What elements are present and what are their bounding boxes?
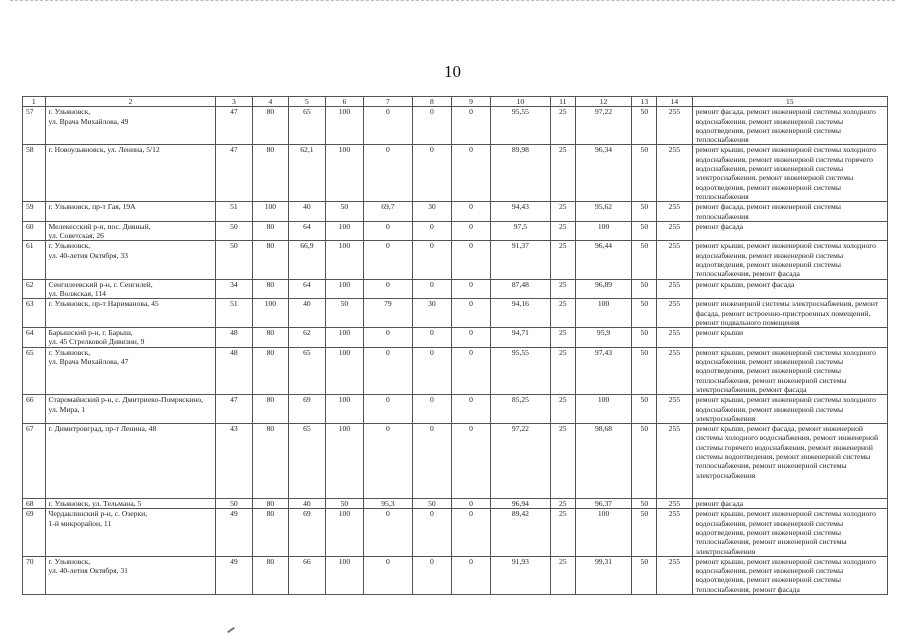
value-cell: 69 bbox=[289, 509, 325, 556]
value-cell: 40 bbox=[289, 299, 325, 328]
value-cell: 0 bbox=[452, 556, 491, 594]
value-cell: 34 bbox=[216, 279, 252, 299]
value-cell: 80 bbox=[252, 556, 288, 594]
value-cell: 50 bbox=[632, 556, 657, 594]
value-cell: 48 bbox=[216, 347, 252, 394]
table-row bbox=[23, 347, 888, 394]
value-cell: 50 bbox=[216, 241, 252, 279]
row-number-cell: 67 bbox=[23, 424, 46, 499]
value-cell: 49 bbox=[216, 509, 252, 556]
value-cell: 25 bbox=[550, 509, 575, 556]
value-cell: 255 bbox=[657, 202, 692, 222]
row-number-cell: 65 bbox=[23, 347, 46, 394]
value-cell: 0 bbox=[452, 328, 491, 348]
value-cell: 95,55 bbox=[490, 347, 550, 394]
value-cell: 50 bbox=[632, 241, 657, 279]
value-cell: 0 bbox=[412, 395, 452, 424]
column-header: 15 bbox=[692, 97, 887, 107]
address-cell: г. Новоульяновск, ул. Ленина, 5/12 bbox=[45, 145, 216, 202]
value-cell: 79 bbox=[364, 299, 412, 328]
value-cell: 50 bbox=[632, 509, 657, 556]
table-row bbox=[23, 509, 888, 556]
value-cell: 100 bbox=[325, 107, 364, 145]
value-cell: 0 bbox=[412, 556, 452, 594]
row-number-cell: 58 bbox=[23, 145, 46, 202]
value-cell: 97,22 bbox=[490, 424, 550, 499]
column-header: 3 bbox=[216, 97, 252, 107]
column-header: 5 bbox=[289, 97, 325, 107]
value-cell: 50 bbox=[632, 499, 657, 509]
value-cell: 255 bbox=[657, 221, 692, 241]
table-row bbox=[23, 241, 888, 279]
value-cell: 25 bbox=[550, 347, 575, 394]
value-cell: 255 bbox=[657, 328, 692, 348]
value-cell: 0 bbox=[412, 347, 452, 394]
value-cell: 100 bbox=[325, 328, 364, 348]
value-cell: 25 bbox=[550, 424, 575, 499]
value-cell: 48 bbox=[216, 328, 252, 348]
value-cell: 100 bbox=[325, 347, 364, 394]
column-header: 4 bbox=[252, 97, 288, 107]
works-list-cell: ремонт крыши, ремонт инженерной системы холодного водоснабжения, ремонт инженерной системы водоотведения, ремонт инженерной системы теплоснабжения, ремонт фасада bbox=[692, 556, 887, 594]
row-number-cell: 61 bbox=[23, 241, 46, 279]
value-cell: 25 bbox=[550, 328, 575, 348]
value-cell: 96,37 bbox=[575, 499, 632, 509]
value-cell: 80 bbox=[252, 328, 288, 348]
value-cell: 255 bbox=[657, 299, 692, 328]
column-header: 6 bbox=[325, 97, 364, 107]
address-cell: г. Ульяновск, ул. 40-летия Октября, 31 bbox=[45, 556, 216, 594]
value-cell: 0 bbox=[452, 145, 491, 202]
value-cell: 0 bbox=[452, 221, 491, 241]
value-cell: 80 bbox=[252, 145, 288, 202]
column-header: 8 bbox=[412, 97, 452, 107]
value-cell: 0 bbox=[412, 509, 452, 556]
table-row bbox=[23, 299, 888, 328]
column-header: 12 bbox=[575, 97, 632, 107]
works-list-cell: ремонт крыши, ремонт инженерной системы холодного водоснабжения, ремонт инженерной системы электроснабжения bbox=[692, 395, 887, 424]
value-cell: 50 bbox=[412, 499, 452, 509]
column-number-row bbox=[23, 97, 888, 107]
value-cell: 80 bbox=[252, 221, 288, 241]
value-cell: 64 bbox=[289, 221, 325, 241]
works-list-cell: ремонт фасада, ремонт инженерной системы теплоснабжения bbox=[692, 202, 887, 222]
value-cell: 25 bbox=[550, 499, 575, 509]
value-cell: 255 bbox=[657, 395, 692, 424]
value-cell: 43 bbox=[216, 424, 252, 499]
value-cell: 25 bbox=[550, 299, 575, 328]
column-header: 13 bbox=[632, 97, 657, 107]
value-cell: 50 bbox=[325, 499, 364, 509]
works-list-cell: ремонт крыши, ремонт инженерной системы холодного водоснабжения, ремонт инженерной системы водоотведения, ремонт инженерной системы теплоснабжения, ремонт инженерной системы электроснабжения, ремонт фасада bbox=[692, 347, 887, 394]
row-number-cell: 63 bbox=[23, 299, 46, 328]
value-cell: 65 bbox=[289, 424, 325, 499]
value-cell: 50 bbox=[632, 347, 657, 394]
address-cell: Чердаклинский р-н, с. Озерки, 1-й микрорайон, 11 bbox=[45, 509, 216, 556]
value-cell: 95,55 bbox=[490, 107, 550, 145]
column-header: 9 bbox=[452, 97, 491, 107]
address-cell: Сенгилеевский р-н, г. Сенгилей, ул. Волжская, 114 bbox=[45, 279, 216, 299]
works-list-cell: ремонт фасада, ремонт инженерной системы холодного водоснабжения, ремонт инженерной системы водоотведения, ремонт инженерной системы теплоснабжения bbox=[692, 107, 887, 145]
value-cell: 0 bbox=[412, 241, 452, 279]
page-number: 10 bbox=[444, 62, 461, 81]
value-cell: 80 bbox=[252, 279, 288, 299]
value-cell: 69,7 bbox=[364, 202, 412, 222]
row-number-cell: 70 bbox=[23, 556, 46, 594]
works-list-cell: ремонт крыши, ремонт инженерной системы холодного водоснабжения, ремонт инженерной системы водоотведения, ремонт инженерной системы теплоснабжения, ремонт инженерной системы электроснабжения bbox=[692, 509, 887, 556]
value-cell: 49 bbox=[216, 556, 252, 594]
value-cell: 50 bbox=[325, 202, 364, 222]
value-cell: 100 bbox=[325, 221, 364, 241]
table-row bbox=[23, 556, 888, 594]
value-cell: 100 bbox=[325, 395, 364, 424]
table-row bbox=[23, 221, 888, 241]
value-cell: 0 bbox=[412, 145, 452, 202]
value-cell: 100 bbox=[325, 279, 364, 299]
address-cell: Мелекесский р-н, пос. Дивный, ул. Советская, 26 bbox=[45, 221, 216, 241]
value-cell: 89,98 bbox=[490, 145, 550, 202]
value-cell: 97,43 bbox=[575, 347, 632, 394]
table-row bbox=[23, 279, 888, 299]
row-number-cell: 64 bbox=[23, 328, 46, 348]
value-cell: 0 bbox=[412, 424, 452, 499]
value-cell: 0 bbox=[364, 279, 412, 299]
value-cell: 65 bbox=[289, 107, 325, 145]
value-cell: 0 bbox=[364, 221, 412, 241]
value-cell: 80 bbox=[252, 241, 288, 279]
column-header: 7 bbox=[364, 97, 412, 107]
row-number-cell: 68 bbox=[23, 499, 46, 509]
works-list-cell: ремонт крыши, ремонт инженерной системы холодного водоснабжения, ремонт инженерной системы водоотведения, ремонт инженерной системы теплоснабжения, ремонт фасада bbox=[692, 241, 887, 279]
value-cell: 100 bbox=[575, 221, 632, 241]
value-cell: 85,25 bbox=[490, 395, 550, 424]
value-cell: 255 bbox=[657, 241, 692, 279]
value-cell: 91,93 bbox=[490, 556, 550, 594]
value-cell: 96,94 bbox=[490, 499, 550, 509]
value-cell: 95,62 bbox=[575, 202, 632, 222]
value-cell: 0 bbox=[452, 509, 491, 556]
value-cell: 0 bbox=[452, 279, 491, 299]
value-cell: 94,16 bbox=[490, 299, 550, 328]
value-cell: 65 bbox=[289, 347, 325, 394]
value-cell: 50 bbox=[632, 145, 657, 202]
column-header: 14 bbox=[657, 97, 692, 107]
value-cell: 87,48 bbox=[490, 279, 550, 299]
table-row bbox=[23, 328, 888, 348]
value-cell: 0 bbox=[364, 424, 412, 499]
value-cell: 95,9 bbox=[575, 328, 632, 348]
value-cell: 0 bbox=[412, 221, 452, 241]
value-cell: 96,89 bbox=[575, 279, 632, 299]
works-list-cell: ремонт инженерной системы электроснабжения, ремонт фасада, ремонт встроенно-пристроенных помещений, ремонт подвального помещения bbox=[692, 299, 887, 328]
value-cell: 50 bbox=[216, 499, 252, 509]
value-cell: 64 bbox=[289, 279, 325, 299]
value-cell: 50 bbox=[325, 299, 364, 328]
value-cell: 50 bbox=[632, 395, 657, 424]
value-cell: 50 bbox=[632, 328, 657, 348]
value-cell: 47 bbox=[216, 395, 252, 424]
column-header: 11 bbox=[550, 97, 575, 107]
value-cell: 91,37 bbox=[490, 241, 550, 279]
value-cell: 50 bbox=[632, 221, 657, 241]
value-cell: 40 bbox=[289, 202, 325, 222]
value-cell: 94,43 bbox=[490, 202, 550, 222]
value-cell: 80 bbox=[252, 509, 288, 556]
value-cell: 0 bbox=[412, 107, 452, 145]
value-cell: 255 bbox=[657, 424, 692, 499]
value-cell: 25 bbox=[550, 279, 575, 299]
value-cell: 0 bbox=[452, 499, 491, 509]
value-cell: 50 bbox=[632, 202, 657, 222]
value-cell: 97,5 bbox=[490, 221, 550, 241]
table-row bbox=[23, 395, 888, 424]
value-cell: 100 bbox=[325, 424, 364, 499]
works-list-cell: ремонт крыши bbox=[692, 328, 887, 348]
value-cell: 96,34 bbox=[575, 145, 632, 202]
value-cell: 51 bbox=[216, 299, 252, 328]
column-header: 10 bbox=[490, 97, 550, 107]
value-cell: 255 bbox=[657, 279, 692, 299]
address-cell: г. Ульяновск, ул. Врача Михайлова, 49 bbox=[45, 107, 216, 145]
value-cell: 0 bbox=[452, 347, 491, 394]
table-row bbox=[23, 424, 888, 499]
value-cell: 40 bbox=[289, 499, 325, 509]
value-cell: 0 bbox=[452, 395, 491, 424]
table-row bbox=[23, 499, 888, 509]
value-cell: 51 bbox=[216, 202, 252, 222]
value-cell: 255 bbox=[657, 556, 692, 594]
row-number-cell: 69 bbox=[23, 509, 46, 556]
address-cell: г. Ульяновск, пр-т Нариманова, 45 bbox=[45, 299, 216, 328]
value-cell: 0 bbox=[452, 424, 491, 499]
value-cell: 80 bbox=[252, 107, 288, 145]
value-cell: 50 bbox=[632, 279, 657, 299]
row-number-cell: 62 bbox=[23, 279, 46, 299]
value-cell: 0 bbox=[452, 202, 491, 222]
value-cell: 0 bbox=[364, 556, 412, 594]
row-number-cell: 59 bbox=[23, 202, 46, 222]
value-cell: 96,44 bbox=[575, 241, 632, 279]
address-cell: Старомайнский р-н, с. Дмитриево-Помряскино, ул. Мира, 1 bbox=[45, 395, 216, 424]
value-cell: 0 bbox=[364, 395, 412, 424]
value-cell: 94,71 bbox=[490, 328, 550, 348]
column-header: 2 bbox=[45, 97, 216, 107]
row-number-cell: 57 bbox=[23, 107, 46, 145]
value-cell: 100 bbox=[325, 509, 364, 556]
address-cell: г. Ульяновск, ул. Врача Михайлова, 47 bbox=[45, 347, 216, 394]
column-header: 1 bbox=[23, 97, 46, 107]
value-cell: 255 bbox=[657, 499, 692, 509]
value-cell: 69 bbox=[289, 395, 325, 424]
works-list-cell: ремонт крыши, ремонт фасада bbox=[692, 279, 887, 299]
value-cell: 25 bbox=[550, 145, 575, 202]
value-cell: 255 bbox=[657, 509, 692, 556]
value-cell: 0 bbox=[364, 347, 412, 394]
value-cell: 80 bbox=[252, 499, 288, 509]
value-cell: 100 bbox=[325, 241, 364, 279]
value-cell: 100 bbox=[252, 202, 288, 222]
value-cell: 0 bbox=[452, 107, 491, 145]
value-cell: 66,9 bbox=[289, 241, 325, 279]
row-number-cell: 60 bbox=[23, 221, 46, 241]
value-cell: 80 bbox=[252, 347, 288, 394]
value-cell: 66 bbox=[289, 556, 325, 594]
row-number-cell: 66 bbox=[23, 395, 46, 424]
table-row bbox=[23, 107, 888, 145]
value-cell: 25 bbox=[550, 241, 575, 279]
table-row bbox=[23, 202, 888, 222]
value-cell: 0 bbox=[364, 145, 412, 202]
value-cell: 50 bbox=[216, 221, 252, 241]
value-cell: 255 bbox=[657, 145, 692, 202]
address-cell: г. Димитровград, пр-т Ленина, 48 bbox=[45, 424, 216, 499]
value-cell: 30 bbox=[412, 299, 452, 328]
scan-mark bbox=[227, 627, 235, 633]
value-cell: 100 bbox=[252, 299, 288, 328]
table-row bbox=[23, 145, 888, 202]
address-cell: г. Ульяновск, ул. Тельмана, 5 bbox=[45, 499, 216, 509]
value-cell: 25 bbox=[550, 556, 575, 594]
value-cell: 30 bbox=[412, 202, 452, 222]
value-cell: 0 bbox=[364, 328, 412, 348]
value-cell: 25 bbox=[550, 107, 575, 145]
value-cell: 0 bbox=[412, 279, 452, 299]
value-cell: 95,3 bbox=[364, 499, 412, 509]
address-cell: г. Ульяновск, пр-т Гая, 19А bbox=[45, 202, 216, 222]
works-list-cell: ремонт крыши, ремонт инженерной системы холодного водоснабжения, ремонт инженерной системы горячего водоснабжения, ремонт инженерной системы электроснабжения, ремонт инженерной системы водоотведения, ремонт инженерной системы теплоснабжения bbox=[692, 145, 887, 202]
works-list-cell: ремонт фасада bbox=[692, 221, 887, 241]
value-cell: 80 bbox=[252, 424, 288, 499]
address-cell: Барышский р-н, г. Барыш, ул. 45 Стрелковой Дивизии, 9 bbox=[45, 328, 216, 348]
works-list-cell: ремонт фасада bbox=[692, 499, 887, 509]
value-cell: 98,68 bbox=[575, 424, 632, 499]
value-cell: 89,42 bbox=[490, 509, 550, 556]
buildings-table bbox=[22, 96, 888, 595]
value-cell: 25 bbox=[550, 395, 575, 424]
value-cell: 99,31 bbox=[575, 556, 632, 594]
value-cell: 50 bbox=[632, 299, 657, 328]
value-cell: 50 bbox=[632, 107, 657, 145]
works-list-cell: ремонт крыши, ремонт фасада, ремонт инженерной системы холодного водоснабжения, ремонт инженерной системы горячего водоснабжения, ремонт инженерной системы водоотведения, ремонт инженерной системы теплоснабжения, ремонт инженерной системы электроснабжения bbox=[692, 424, 887, 499]
address-cell: г. Ульяновск, ул. 40-летия Октября, 33 bbox=[45, 241, 216, 279]
value-cell: 80 bbox=[252, 395, 288, 424]
value-cell: 255 bbox=[657, 347, 692, 394]
value-cell: 50 bbox=[632, 424, 657, 499]
value-cell: 0 bbox=[364, 509, 412, 556]
value-cell: 62,1 bbox=[289, 145, 325, 202]
value-cell: 47 bbox=[216, 107, 252, 145]
value-cell: 47 bbox=[216, 145, 252, 202]
value-cell: 255 bbox=[657, 107, 692, 145]
top-edge-rule bbox=[10, 0, 895, 3]
value-cell: 100 bbox=[325, 145, 364, 202]
value-cell: 0 bbox=[364, 241, 412, 279]
value-cell: 100 bbox=[325, 556, 364, 594]
value-cell: 100 bbox=[575, 509, 632, 556]
value-cell: 0 bbox=[412, 328, 452, 348]
value-cell: 97,22 bbox=[575, 107, 632, 145]
value-cell: 0 bbox=[452, 241, 491, 279]
value-cell: 0 bbox=[452, 299, 491, 328]
value-cell: 100 bbox=[575, 299, 632, 328]
value-cell: 0 bbox=[364, 107, 412, 145]
value-cell: 25 bbox=[550, 202, 575, 222]
table-body bbox=[23, 107, 888, 595]
value-cell: 62 bbox=[289, 328, 325, 348]
value-cell: 25 bbox=[550, 221, 575, 241]
value-cell: 100 bbox=[575, 395, 632, 424]
